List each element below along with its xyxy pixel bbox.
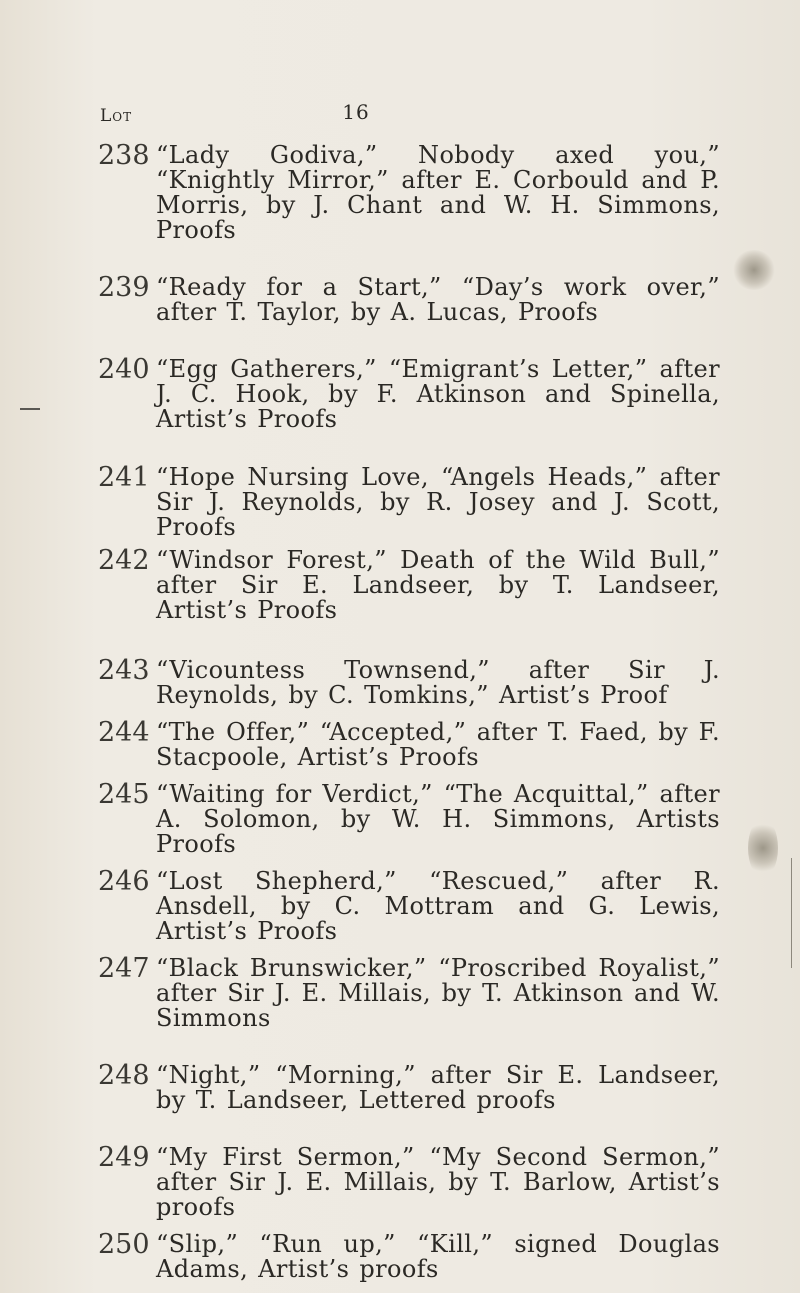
lot-entry	[80, 866, 720, 945]
lot-entry	[80, 462, 720, 541]
lot-description: “Waiting for Verdict,” “The Acquittal,” after A. Solomon, by W. H. Simmons, Artists Proofs	[156, 780, 720, 858]
page-number: 16	[342, 100, 370, 124]
lot-description: “Ready for a Start,” “Day’s work over,” after T. Taylor, by A. Lucas, Proofs	[156, 273, 720, 326]
lot-entry	[80, 1229, 720, 1283]
lot-description: “Egg Gatherers,” “Emigrant’s Letter,” after J. C. Hook, by F. Atkinson and Spinella, Artist’s Proofs	[156, 355, 720, 433]
lot-description: “Slip,” “Run up,” “Kill,” signed Douglas Adams, Artist’s proofs	[156, 1230, 720, 1283]
lot-entry	[80, 1142, 720, 1221]
lot-number: 249	[98, 1142, 150, 1173]
lot-entry	[80, 140, 720, 244]
lot-number: 241	[98, 462, 150, 493]
lot-number: 248	[98, 1060, 150, 1091]
lot-description: “Windsor Forest,” Death of the Wild Bull,” after Sir E. Landseer, by T. Landseer, Artist’s Proofs	[156, 546, 720, 624]
lot-number: 239	[98, 272, 150, 303]
lot-description: “Night,” “Morning,” after Sir E. Landseer, by T. Landseer, Lettered proofs	[156, 1061, 720, 1114]
lot-number: 238	[98, 140, 150, 171]
foxing-stain	[748, 818, 778, 878]
lot-number: 242	[98, 545, 150, 576]
lot-entry	[80, 272, 720, 326]
lot-list	[80, 140, 720, 1283]
lot-entry	[80, 953, 720, 1032]
lot-number: 240	[98, 354, 150, 385]
lot-column-heading: Lot	[100, 106, 133, 126]
page-edge-line	[791, 858, 792, 968]
lot-entry	[80, 779, 720, 858]
lot-description: “Black Brunswicker,” “Proscribed Royalist,” after Sir J. E. Millais, by T. Atkinson and W. Simmons	[156, 954, 720, 1032]
foxing-stain	[732, 250, 776, 290]
lot-number: 243	[98, 655, 150, 686]
lot-description: “The Offer,” “Accepted,” after T. Faed, by F. Stacpoole, Artist’s Proofs	[156, 718, 720, 771]
lot-number: 247	[98, 953, 150, 984]
lot-description: “My First Sermon,” “My Second Sermon,” after Sir J. E. Millais, by T. Barlow, Artist’s proofs	[156, 1143, 720, 1221]
lot-number: 246	[98, 866, 150, 897]
lot-description: “Vicountess Townsend,” after Sir J. Reynolds, by C. Tomkins,” Artist’s Proof	[156, 656, 720, 709]
lot-entry	[80, 354, 720, 433]
lot-entry	[80, 1060, 720, 1114]
lot-description: “Lady Godiva,” Nobody axed you,” “Knightly Mirror,” after E. Corbould and P. Morris, by J. Chant and W. H. Simmons, Proofs	[156, 141, 720, 244]
lot-number: 244	[98, 717, 150, 748]
lot-entry	[80, 717, 720, 771]
lot-entry	[80, 655, 720, 709]
lot-description: “Hope Nursing Love, “Angels Heads,” after Sir J. Reynolds, by R. Josey and J. Scott, Proofs	[156, 463, 720, 541]
lot-number: 245	[98, 779, 150, 810]
margin-pencil-mark	[20, 408, 40, 410]
lot-number: 250	[98, 1229, 150, 1260]
lot-entry	[80, 545, 720, 624]
lot-description: “Lost Shepherd,” “Rescued,” after R. Ansdell, by C. Mottram and G. Lewis, Artist’s Proofs	[156, 867, 720, 945]
